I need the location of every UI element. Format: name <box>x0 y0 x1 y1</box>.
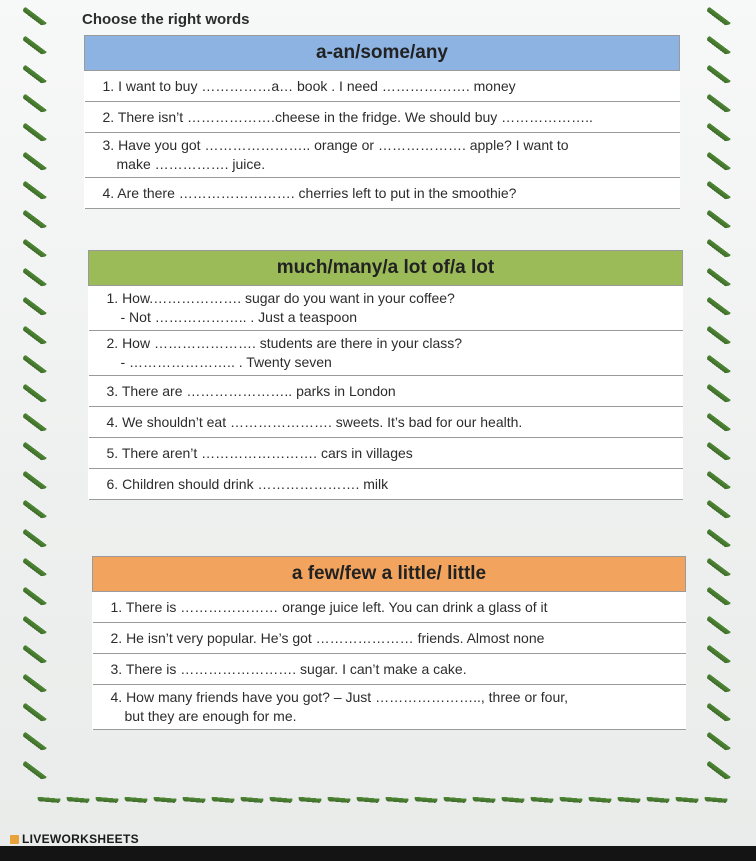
pen-icon <box>23 121 48 144</box>
table-row <box>89 331 683 376</box>
pen-icon <box>707 672 732 695</box>
table-row <box>93 623 686 654</box>
pen-icon <box>707 643 732 666</box>
pen-icon <box>707 498 732 521</box>
exercise-item[interactable]: 3. There are ………………….. parks in London <box>89 376 683 407</box>
exercise-item[interactable]: 6. Children should drink …………………. milk <box>89 469 683 500</box>
exercise-item[interactable]: 3. Have you got ………………….. orange or ………………. apple? I want to make ……………. juice. <box>85 133 680 178</box>
worksheet-heading: Choose the right words <box>82 11 250 28</box>
pen-icon <box>707 237 732 260</box>
pen-icon <box>23 759 48 782</box>
exercise-table-articles <box>84 35 680 209</box>
pen-icon <box>707 121 732 144</box>
table-row <box>93 654 686 685</box>
table-header: a few/few a little/ little <box>93 557 686 592</box>
table-row <box>93 685 686 730</box>
pen-icon <box>707 324 732 347</box>
pen-icon <box>210 786 235 811</box>
brand-label: LIVEWORKSHEETS <box>22 832 139 846</box>
exercise-item[interactable]: 1. I want to buy ……………a… book . I need ………………. money <box>85 71 680 102</box>
pen-icon <box>181 786 206 811</box>
pen-icon <box>23 672 48 695</box>
pen-icon <box>268 786 293 811</box>
table-row <box>89 438 683 469</box>
pen-icon <box>707 527 732 550</box>
pen-icon <box>500 786 525 811</box>
pen-icon <box>707 614 732 637</box>
pen-icon <box>326 786 351 811</box>
pen-icon <box>558 786 583 811</box>
table-row <box>85 102 680 133</box>
pen-icon <box>23 585 48 608</box>
table-row <box>85 178 680 209</box>
exercise-table-few-little <box>92 556 686 730</box>
pen-icon <box>703 786 728 811</box>
pen-icon <box>471 786 496 811</box>
pen-icon <box>707 701 732 724</box>
table-row <box>89 469 683 500</box>
table-row <box>89 407 683 438</box>
pen-icon <box>23 614 48 637</box>
pen-icon <box>645 786 670 811</box>
pen-icon <box>297 786 322 811</box>
table-header: much/many/a lot of/a lot <box>89 251 683 286</box>
pen-icon <box>23 63 48 86</box>
pen-icon <box>23 179 48 202</box>
exercise-item[interactable]: 4. How many friends have you got? – Just ………………….., three or four, but they are enough for me. <box>93 685 686 730</box>
pen-icon <box>529 786 554 811</box>
pen-icon <box>65 786 90 811</box>
pen-icon <box>707 179 732 202</box>
pen-icon <box>707 382 732 405</box>
pen-icon <box>23 556 48 579</box>
pen-icon <box>707 556 732 579</box>
pen-icon <box>23 440 48 463</box>
pen-icon <box>23 701 48 724</box>
exercise-item[interactable]: 5. There aren’t ……………………. cars in villages <box>89 438 683 469</box>
pen-icon <box>707 295 732 318</box>
bottom-pen-border <box>40 790 730 812</box>
exercise-item[interactable]: 3. There is ……………………. sugar. I can’t make a cake. <box>93 654 686 685</box>
pen-icon <box>674 786 699 811</box>
pen-icon <box>616 786 641 811</box>
liveworksheets-logo-icon <box>10 835 19 844</box>
pen-icon <box>707 150 732 173</box>
pen-icon <box>23 353 48 376</box>
pen-icon <box>23 295 48 318</box>
pen-icon <box>23 92 48 115</box>
exercise-item[interactable]: 2. He isn’t very popular. He’s got ………………… friends. Almost none <box>93 623 686 654</box>
left-pen-border <box>24 6 54 789</box>
table-row <box>85 133 680 178</box>
pen-icon <box>94 786 119 811</box>
table-row <box>89 376 683 407</box>
exercise-item[interactable]: 1. There is ………………… orange juice left. You can drink a glass of it <box>93 592 686 623</box>
pen-icon <box>23 498 48 521</box>
pen-icon <box>707 266 732 289</box>
pen-icon <box>707 759 732 782</box>
pen-icon <box>707 208 732 231</box>
pen-icon <box>442 786 467 811</box>
footer-bar <box>0 846 756 861</box>
pen-icon <box>23 643 48 666</box>
pen-icon <box>707 353 732 376</box>
pen-icon <box>23 5 48 28</box>
table-row <box>89 286 683 331</box>
table-header: a-an/some/any <box>85 36 680 71</box>
pen-icon <box>23 266 48 289</box>
pen-icon <box>23 34 48 57</box>
pen-icon <box>23 411 48 434</box>
pen-icon <box>23 527 48 550</box>
pen-icon <box>23 208 48 231</box>
pen-icon <box>23 237 48 260</box>
pen-icon <box>707 730 732 753</box>
pen-icon <box>384 786 409 811</box>
pen-icon <box>23 324 48 347</box>
pen-icon <box>413 786 438 811</box>
pen-icon <box>23 382 48 405</box>
exercise-item[interactable]: 1. How.………………. sugar do you want in your coffee? - Not ……………….. . Just a teaspoon <box>89 286 683 331</box>
table-row <box>93 592 686 623</box>
liveworksheets-brand[interactable] <box>10 832 139 846</box>
pen-icon <box>355 786 380 811</box>
pen-icon <box>707 63 732 86</box>
right-pen-border <box>708 6 738 789</box>
pen-icon <box>23 730 48 753</box>
pen-icon <box>239 786 264 811</box>
pen-icon <box>707 469 732 492</box>
pen-icon <box>23 469 48 492</box>
exercise-item[interactable]: 2. There isn’t ……………….cheese in the fridge. We should buy ……………….. <box>85 102 680 133</box>
pen-icon <box>587 786 612 811</box>
pen-icon <box>707 411 732 434</box>
pen-icon <box>707 92 732 115</box>
table-row <box>85 71 680 102</box>
exercise-item[interactable]: 2. How …………………. students are there in your class? - ………………….. . Twenty seven <box>89 331 683 376</box>
pen-icon <box>707 34 732 57</box>
exercise-item[interactable]: 4. We shouldn’t eat …………………. sweets. It’s bad for our health. <box>89 407 683 438</box>
pen-icon <box>36 786 61 811</box>
pen-icon <box>123 786 148 811</box>
pen-icon <box>152 786 177 811</box>
pen-icon <box>707 440 732 463</box>
pen-icon <box>23 150 48 173</box>
pen-icon <box>707 5 732 28</box>
exercise-item[interactable]: 4. Are there ……………………. cherries left to put in the smoothie? <box>85 178 680 209</box>
pen-icon <box>707 585 732 608</box>
exercise-table-quantifiers <box>88 250 683 500</box>
